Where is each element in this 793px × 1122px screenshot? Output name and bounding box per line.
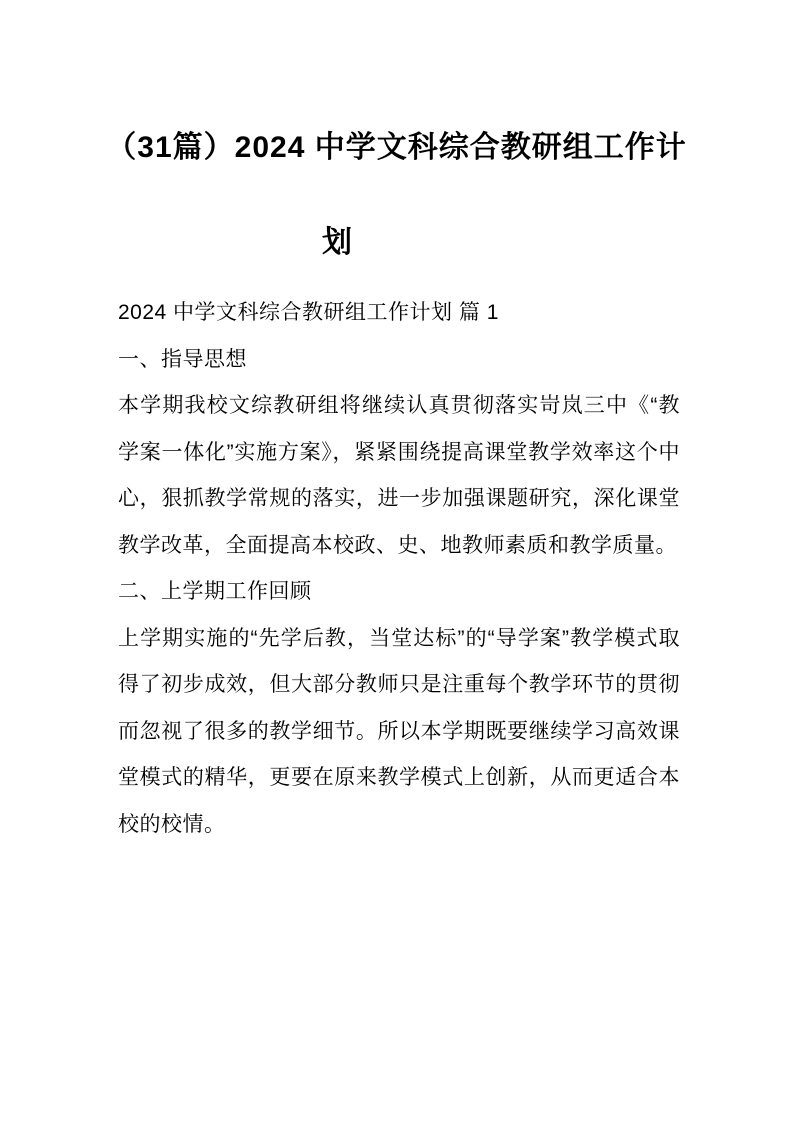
meta-line: 2024 中学文科综合教研组工作计划 篇 1 xyxy=(118,301,499,324)
body-paragraph-1: 本学期我校文综教研组将继续认真贯彻落实岢岚三中《“教学案一体化”实施方案》，紧紧围绕提高课堂教学效率这个中心，狠抓教学常规的落实，进一步加强课题研究，深化课堂教学改革，全面提高本校政、史、地教师素质和教学质量。 xyxy=(118,394,680,557)
section-heading-2: 二、上学期工作回顾 xyxy=(118,580,312,603)
title-line-1: （31篇）2024 中学文科综合教研组工作计 xyxy=(106,131,687,164)
title-line-2: 划 xyxy=(322,226,353,259)
body-paragraph-2: 上学期实施的“先学后教，当堂达标”的“导学案”教学模式取得了初步成效，但大部分教师只是注重每个教学环节的贯彻而忽视了很多的教学细节。所以本学期既要继续学习高效课堂模式的精华，更要在原来教学模式上创新，从而更适合本校的校情。 xyxy=(118,626,680,836)
section-heading-1: 一、指导思想 xyxy=(118,347,247,371)
document-title xyxy=(0,0,793,290)
document-body xyxy=(118,290,680,848)
